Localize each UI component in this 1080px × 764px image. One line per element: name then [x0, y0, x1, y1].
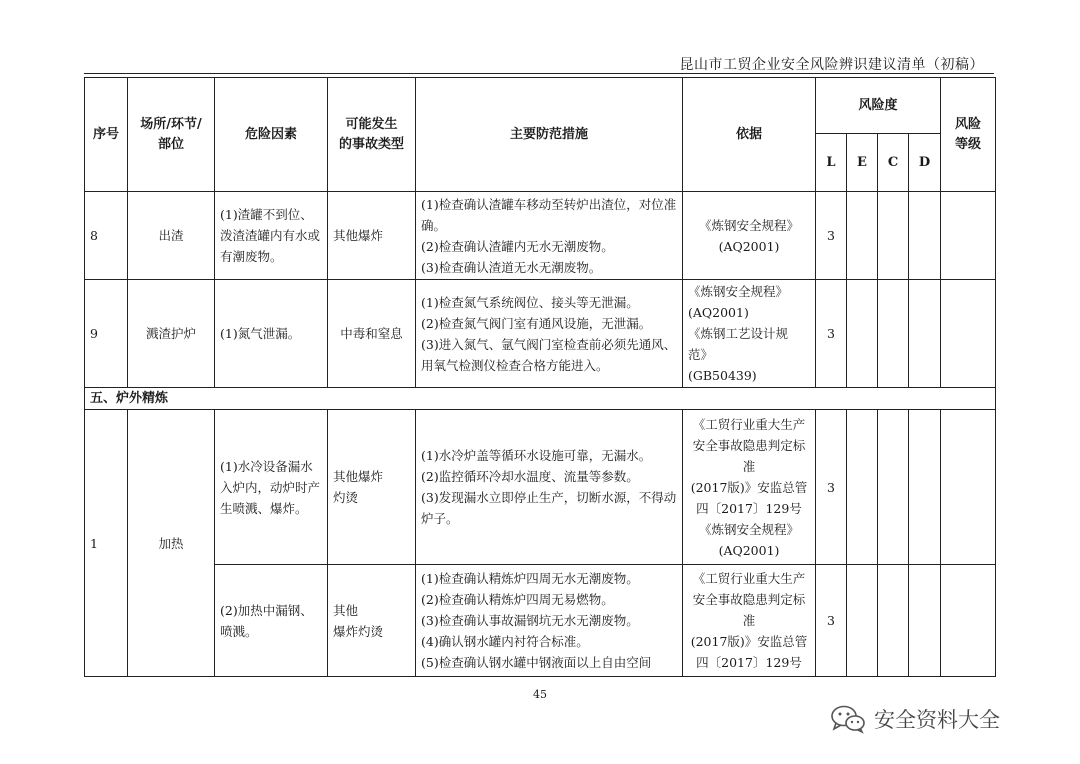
row-l: 3	[816, 280, 847, 388]
row-d	[909, 565, 941, 677]
table-row	[85, 410, 996, 565]
row-level	[941, 280, 996, 388]
row-basis: 《工贸行业重大生产安全事故隐患判定标准 (2017版)》安监总管四〔2017〕129号 《炼钢安全规程》 (AQ2001)	[683, 410, 816, 565]
row-l: 3	[816, 192, 847, 280]
table-row	[85, 565, 996, 677]
header-place: 场所/环节/ 部位	[128, 78, 215, 192]
row-hazard: (2)加热中漏钢、喷溅。	[215, 565, 328, 677]
header-measures: 主要防范措施	[416, 78, 683, 192]
row-basis: 《工贸行业重大生产安全事故隐患判定标准 (2017版)》安监总管四〔2017〕129号	[683, 565, 816, 677]
row-d	[909, 410, 941, 565]
row-hazard: (1)渣罐不到位、泼渣渣罐内有水或有潮废物。	[215, 192, 328, 280]
row-l: 3	[816, 410, 847, 565]
row-e	[847, 410, 878, 565]
row-l: 3	[816, 565, 847, 677]
table-header	[85, 78, 996, 192]
header-divider	[84, 73, 994, 74]
header-e: E	[847, 134, 878, 192]
header-hazard: 危险因素	[215, 78, 328, 192]
row-e	[847, 565, 878, 677]
section-title: 五、炉外精炼	[85, 388, 996, 410]
header-accident-type: 可能发生 的事故类型	[328, 78, 416, 192]
row-c	[878, 192, 909, 280]
table-row	[85, 280, 996, 388]
header-d: D	[909, 134, 941, 192]
row-accident-type: 其他爆炸	[328, 192, 416, 280]
document-title: 昆山市工贸企业安全风险辨识建议清单（初稿）	[679, 57, 984, 73]
row-seq: 8	[85, 192, 128, 280]
row-c	[878, 410, 909, 565]
row-measures: (1)检查确认精炼炉四周无水无潮废物。 (2)检查确认精炼炉四周无易燃物。 (3)检查确认事故漏钢坑无水无潮废物。 (4)确认钢水罐内衬符合标准。 (5)检查确认钢水罐中钢液面以上自由空间	[416, 565, 683, 677]
page-number: 45	[533, 688, 547, 701]
row-level	[941, 565, 996, 677]
row-accident-type: 其他爆炸 灼烫	[328, 410, 416, 565]
row-c	[878, 280, 909, 388]
row-basis: 《炼钢安全规程》 (AQ2001)	[683, 192, 816, 280]
row-d	[909, 280, 941, 388]
row-place: 出渣	[128, 192, 215, 280]
row-basis: 《炼钢安全规程》 (AQ2001) 《炼钢工艺设计规范》 (GB50439)	[683, 280, 816, 388]
header-basis: 依据	[683, 78, 816, 192]
header-l: L	[816, 134, 847, 192]
row-place: 加热	[128, 410, 215, 677]
row-d	[909, 192, 941, 280]
header-risk-level: 风险 等级	[941, 78, 996, 192]
row-accident-type: 其他 爆炸灼烫	[328, 565, 416, 677]
row-measures: (1)检查氮气系统阀位、接头等无泄漏。 (2)检查氮气阀门室有通风设施，无泄漏。 (3)进入氮气、氩气阀门室检查前必须先通风、用氧气检测仪检查合格方能进入。	[416, 280, 683, 388]
row-e	[847, 280, 878, 388]
row-hazard: (1)氮气泄漏。	[215, 280, 328, 388]
row-level	[941, 192, 996, 280]
row-place: 溅渣护炉	[128, 280, 215, 388]
table-row	[85, 192, 996, 280]
header-c: C	[878, 134, 909, 192]
row-c	[878, 565, 909, 677]
row-seq: 9	[85, 280, 128, 388]
header-seq: 序号	[85, 78, 128, 192]
row-accident-type: 中毒和窒息	[328, 280, 416, 388]
risk-table	[84, 77, 996, 677]
section-row	[85, 388, 996, 410]
wechat-icon	[830, 704, 866, 734]
row-level	[941, 410, 996, 565]
row-measures: (1)检查确认渣罐车移动至转炉出渣位，对位准确。 (2)检查确认渣罐内无水无潮废物。 (3)检查确认渣道无水无潮废物。	[416, 192, 683, 280]
row-measures: (1)水冷炉盖等循环水设施可靠，无漏水。 (2)监控循环冷却水温度、流量等参数。 (3)发现漏水立即停止生产，切断水源，不得动炉子。	[416, 410, 683, 565]
header-risk-degree: 风险度	[816, 78, 941, 134]
watermark-text: 安全资料大全	[874, 708, 1000, 732]
row-seq: 1	[85, 410, 128, 677]
watermark	[830, 702, 1000, 736]
row-hazard: (1)水冷设备漏水入炉内，动炉时产生喷溅、爆炸。	[215, 410, 328, 565]
row-e	[847, 192, 878, 280]
